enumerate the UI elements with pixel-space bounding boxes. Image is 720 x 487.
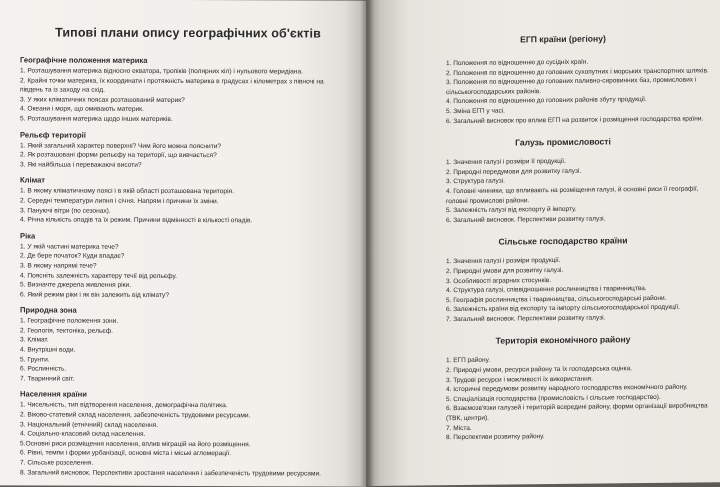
section-industry [446,135,720,225]
list-item: 5. Залежність галузі від експорту й імпорту. [446,205,577,215]
right-page [366,0,720,486]
list-item: 4. Річна кількість опадів та їх режим. Причини відмінності в кількості опадів. [20,216,253,225]
list-item: 2. Природні умови, ресурси району та їх господарська оцінка. [446,365,633,375]
list-item: 4. Структура галузі, співвідношення рослинництва і тваринництва. [446,285,647,295]
list-item: 3. Національний (етнічний) склад населення. [20,421,159,429]
list-item: 5. Зміна ЕГП у часі. [446,107,505,116]
list-item: 3. Пануючі вітри (по сезонах). [20,206,111,215]
list-item: 1. ЕГП району. [446,357,491,365]
list-item: 5.Основні риси розміщення населення, вплив міграцій на його розміщення. [20,440,251,449]
section-title: Населення країни [20,389,87,400]
section-agriculture [446,235,720,325]
list-item: 3. Трудові ресурси і можливості їх використання. [446,375,593,384]
section-title: Рельєф території [20,129,86,140]
list-item: 2. Положення по відношенню до головних сухопутних і морських транспортних шляхів. [446,67,709,77]
list-item: 4. Внутрішні води. [20,346,76,354]
section-title: Географічне положення материка [20,55,148,65]
section-title: Сільське господарство країни [498,235,628,247]
list-item: 6. Загальний висновок. Перспективи розвитку галузі. [446,215,606,224]
list-item: 5. Визначте джерела живлення ріки. [20,281,132,289]
list-item: 5. Географія рослинництва і тваринництва, сільськогосподарські райони. [446,294,667,304]
list-item: 1. Значення галузі і розміри продукції. [446,257,561,266]
list-item: 6. Взаємозв'язки галузей і територій всередині району, форми організації виробництва (ТВК, центри). [446,402,708,423]
list-item: 7. Міста. [446,424,472,432]
list-item: 3. Клімат. [20,336,49,344]
section-economic-region [446,334,720,443]
list-item: 2. Природні передумови для розвитку галузі. [446,167,582,176]
section-title: Ріка [20,231,36,241]
list-item: 3. Положення по відношенню до головних паливно-сировинних баз, промислових і сільськогосподарських районів. [446,76,697,96]
list-item: 2. Природні умови для розвитку галузі. [446,266,564,276]
section-egp [446,32,720,126]
list-item: 1. Чисельність, тип відтворення населення, демографічна політика. [20,401,228,410]
section-river [20,231,356,301]
section-title: Галузь промисловості [515,136,611,148]
list-item: 6. Загальний висновок про вплив ЕГП на розвиток і розміщення господарства країни. [446,115,704,125]
section-title: Природна зона [20,305,77,315]
list-item: 2. Крайні точки материка, їх координати і протяжність материка в градусах і кілометрах з півночі на [20,77,324,86]
list-item: 5. Грунти. [20,356,50,364]
list-item: 4. Головні чинники, що впливають на розміщення галузі, й основні риси її географії, головні промислові райони. [446,185,699,205]
list-item: 7. Загальний висновок. Перспективи розвитку галузі. [446,314,606,324]
list-item: південь та із заходу на схід. [20,86,105,94]
section-climate [20,176,356,227]
list-item: 2. Віково-статевий склад населення, забезпеченість трудовими ресурсами. [20,411,251,420]
list-item: 4. Поясніть залежність характеру течії від рельєфу. [20,271,177,280]
list-item: 6. Який режим ріки і як він залежить від клімату? [20,291,169,299]
list-item: 7. Сільське розселення. [20,459,94,467]
list-item: 8. Перспективи розвитку району. [446,433,545,442]
list-item: 1. В якому кліматичному поясі і в якій області розташована територія. [20,187,234,196]
list-item: 6. Залежність країни від експорту та імпорту сільськогосподарської продукції. [446,303,680,314]
list-item: 6. Рослинність. [20,365,67,373]
list-item: 7. Тваринний світ. [20,375,75,383]
section-title: Територія економічного району [495,334,631,347]
list-item: 8. Загальний висновок. Перспективи зростання населення і забезпеченість трудовими ресурсами. [20,469,321,478]
page-title: Типові плани опису географічних об'єктів [55,25,321,41]
section-title: ЕГП країни (регіону) [520,33,606,45]
section-natural-zone [20,306,356,385]
list-item: 2. Геологія, тектоніка, рельєф. [20,327,114,335]
list-item: 1. Значення галузі і розміри її продукції. [446,158,566,167]
section-relief [20,130,356,171]
list-item: 4. Історичні передумови розвитку народного господарства економічного району. [446,383,688,394]
section-continent-position [20,55,356,125]
list-item: 6. Рівні, темпи і форми урбанізації, основні міста і міські агломерації. [20,449,232,458]
list-item: 1. Географічне положення зони. [20,317,119,326]
list-item: 5. Розташування материка щодо інших материків. [20,115,173,123]
list-item: 2. Як розташовані форми рельєфу на території, що вивчається? [20,151,217,160]
list-item: 2. Де бере початок? Куди впадає? [20,252,125,261]
list-item: 4. Океани і моря, що омивають материк. [20,105,144,114]
list-item: 3. Структура галузі. [446,177,505,186]
section-title: Клімат [20,175,46,185]
list-item: 3. В якому напрямі тече? [20,262,97,270]
list-item: 3. Які найбільша і переважаючі висоти? [20,161,142,169]
list-item: 1. Який загальний характер поверхні? Чим його можна пояснити? [20,141,222,150]
book-gutter [360,0,374,486]
list-item: 2. Середні температури липня і січня. Напрям і причини їх зміни. [20,197,219,206]
list-item: 4. Положення по відношенню до головних районів збуту продукції. [446,96,647,106]
list-item: 1. У якій частині материка тече? [20,243,119,251]
list-item: 3. Особливості аграрних стосунків. [446,276,552,285]
list-item: 5. Спеціалізація господарства (промисловість і сільське господарство). [446,393,661,404]
list-item: 3. У яких кліматичних поясах розташований материк? [20,96,185,104]
section-population [20,390,356,479]
list-item: 1. Розташування материка відносно екватора, тропіків (полярних кіл) і нульового меридіана. [20,67,303,76]
list-item: 1. Положення по відношенню до сусідніх країн. [446,58,589,68]
list-item: 4. Соціально-класовий склад населення. [20,430,146,439]
